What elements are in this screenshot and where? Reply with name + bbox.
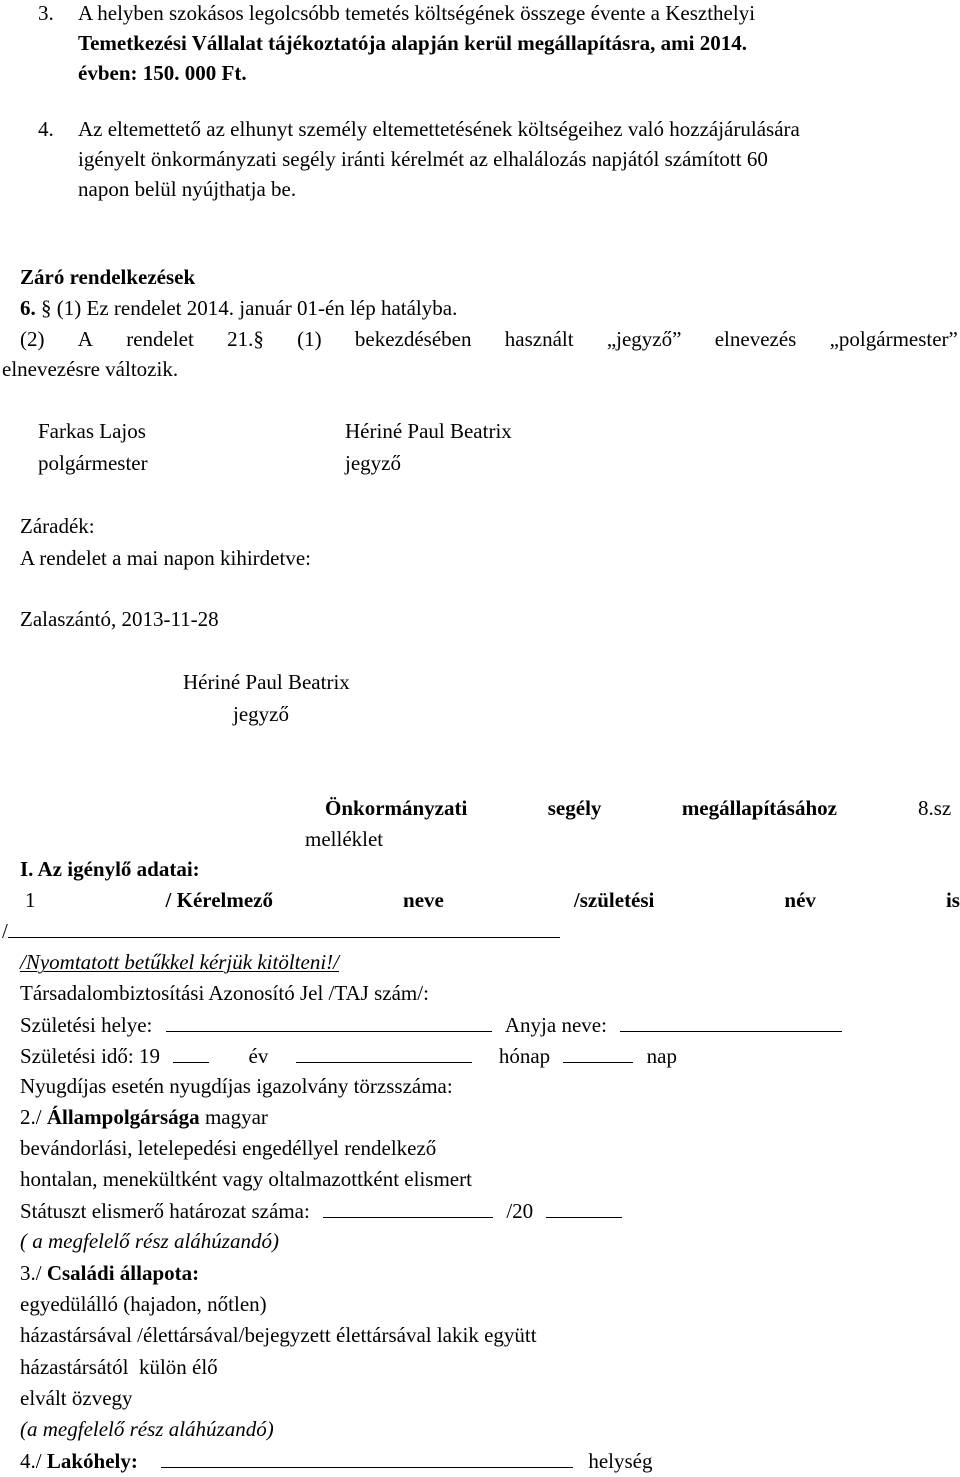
clause-label: Záradék: [20,514,95,538]
day-label: nap [646,1044,677,1068]
p2-word: rendelet [126,327,194,351]
birthplace-row [20,1013,842,1037]
row-word: / Kérelmező [165,888,274,912]
status-year-label: /20 [506,1199,534,1223]
closing-paragraph-6 [20,297,457,320]
applicant-name-row [25,889,960,912]
paragraph-6-text: (1) Ez rendelet 2014. január 01-én lép hatályba. [56,296,458,320]
birthdate-row [20,1044,677,1068]
birth-year-blank[interactable] [173,1044,209,1063]
applicant-name-blank[interactable] [8,919,560,938]
pension-label: Nyugdíjas esetén nyugdíjas igazolvány törzsszáma: [20,1074,453,1098]
p2-word: „jegyző” [606,327,682,351]
annex-title-word: segély [547,796,602,820]
family-option-1[interactable]: egyedülálló (hajadon, nőtlen) [20,1292,267,1316]
item-4-line-3: napon belül nyújthatja be. [78,177,297,201]
status-row [20,1199,622,1223]
status-label: Státuszt elismerő határozat száma: [20,1199,310,1223]
clause-signer-title: jegyző [233,702,289,726]
closing-paragraph-2 [20,328,958,351]
citizenship-row [20,1106,268,1129]
taj-label: Társadalombiztosítási Azonosító Jel /TAJ szám/: [20,981,429,1005]
p2-word: (1) [297,327,322,351]
annex-label: melléklet [305,827,384,851]
item-3-line-2: Temetkezési Vállalat tájékoztatója alapján kerül megállapításra, ami 2014. [78,31,748,55]
paragraph-6-number: 6. [20,296,36,320]
family-option-2[interactable]: házastársával /élettársával/bejegyzett élettársával lakik együtt [20,1323,537,1347]
signature-left-name: Farkas Lajos [38,419,146,443]
family-status-row [20,1262,199,1285]
annex-title-word: Önkormányzati [325,796,468,820]
citizenship-label: Állampolgársága [46,1105,200,1129]
family-number: 3./ [20,1261,42,1285]
signature-left-title: polgármester [38,451,148,475]
clause-text: A rendelet a mai napon kihirdetve: [20,546,311,570]
residence-blank[interactable] [161,1449,573,1468]
item-3-line-3: évben: 150. 000 Ft. [78,61,247,85]
underline-note: ( a megfelelő rész aláhúzandó) [20,1229,279,1253]
signature-right-title: jegyző [345,451,401,475]
citizenship-option-1[interactable]: bevándorlási, letelepedési engedéllyel rendelkező [20,1136,437,1160]
section-applicant-data: I. Az igénylő adatai: [20,857,200,881]
p2-word: A [77,327,93,351]
citizenship-number: 2./ [20,1105,42,1129]
applicant-name-field[interactable] [2,919,560,943]
clause-signer-name: Hériné Paul Beatrix [183,670,350,694]
year-label: év [248,1044,269,1068]
annex-number: 8.sz [918,796,952,820]
p2-word: elnevezés [714,327,797,351]
mother-name-label: Anyja neve: [504,1013,607,1037]
section-sign: § [41,296,52,320]
closing-paragraph-2-continued: elnevezésre változik. [2,357,179,381]
residence-number: 4./ [20,1449,42,1473]
closing-heading: Záró rendelkezések [20,265,196,289]
birth-month-blank[interactable] [296,1044,472,1063]
underline-note-2: (a megfelelő rész aláhúzandó) [20,1417,274,1441]
citizenship-option-2[interactable]: hontalan, menekültként vagy oltalmazottként elismert [20,1167,472,1191]
residence-place-label: helység [588,1449,653,1473]
row-word: is [945,888,960,912]
residence-row [20,1449,653,1473]
item-4-line-1: Az eltemettető az elhunyt személy eltemettetésének költségeihez való hozzájárulására [78,117,800,141]
mother-name-blank[interactable] [620,1013,842,1032]
signature-right-name: Hériné Paul Beatrix [345,419,512,443]
item-3-number: 3. [38,1,54,25]
annex-title [325,797,837,820]
slash-label: / [2,919,8,943]
birthplace-label: Születési helye: [20,1013,153,1037]
row-word: /születési [573,888,655,912]
p2-word: (2) [20,327,45,351]
item-4-number: 4. [38,117,54,141]
status-year-blank[interactable] [546,1199,622,1218]
status-number-blank[interactable] [323,1199,493,1218]
p2-word: „polgármester” [829,327,958,351]
row-word: 1 [25,888,36,912]
family-option-4[interactable]: elvált özvegy [20,1386,133,1410]
birthplace-blank[interactable] [166,1013,492,1032]
item-3-line-1: A helyben szokásos legolcsóbb temetés költségének összege évente a Keszthelyi [78,1,756,25]
family-option-3[interactable]: házastársától külön élő [20,1355,218,1379]
annex-title-word: megállapításához [681,796,837,820]
family-label: Családi állapota: [46,1261,200,1285]
p2-word: 21.§ [227,327,264,351]
birth-day-blank[interactable] [563,1044,633,1063]
print-note: /Nyomtatott betűkkel kérjük kitölteni!/ [20,950,339,974]
month-label: hónap [498,1044,551,1068]
row-word: neve [403,888,444,912]
row-word: név [784,888,816,912]
p2-word: bekezdésében [354,327,472,351]
citizenship-value[interactable]: magyar [204,1105,268,1129]
clause-place-date: Zalaszántó, 2013-11-28 [20,607,219,631]
item-4-line-2: igényelt önkormányzati segély iránti kérelmét az elhalálozás napjától számított 60 [78,147,768,171]
p2-word: használt [504,327,574,351]
birthdate-label: Születési idő: 19 [20,1044,160,1068]
residence-label: Lakóhely: [46,1449,138,1473]
